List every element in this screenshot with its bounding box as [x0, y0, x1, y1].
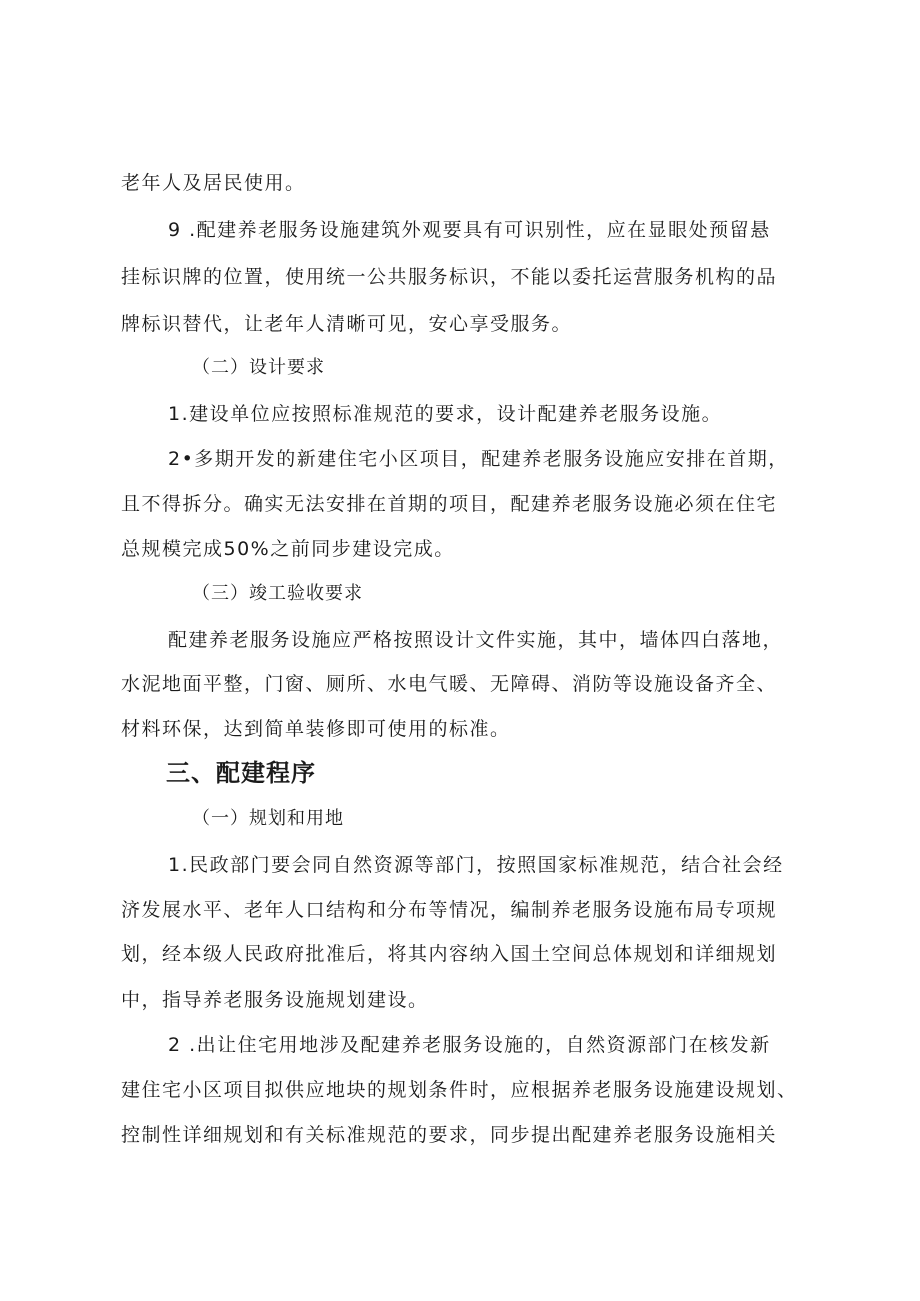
- text-line: 9 .配建养老服务设施建筑外观要具有可识别性，应在显眼处预留悬: [168, 219, 771, 241]
- text-line: 2 .出让住宅用地涉及配建养老服务设施的，自然资源部门在核发新: [168, 1034, 771, 1056]
- text-line: 牌标识替代，让老年人清晰可见，安心享受服务。: [121, 313, 573, 335]
- text-line: 材料环保，达到简单装修即可使用的标准。: [121, 718, 511, 740]
- text-line: 控制性详细规划和有关标准规范的要求，同步提出配建养老服务设施相关: [121, 1124, 778, 1146]
- text-line: 划，经本级人民政府批准后，将其内容纳入国土空间总体规划和详细规划: [121, 943, 778, 965]
- text-line: 建住宅小区项目拟供应地块的规划条件时，应根据养老服务设施建设规划、: [121, 1079, 798, 1101]
- text-line: 且不得拆分。确实无法安排在首期的项目，配建养老服务设施必须在住宅: [121, 493, 778, 515]
- text-line: 济发展水平、老年人口结构和分布等情况，编制养老服务设施布局专项规: [121, 899, 778, 921]
- text-line: 配建养老服务设施应严格按照设计文件实施，其中，墙体四白落地，: [168, 629, 784, 651]
- subsection-heading: （一）规划和用地: [192, 808, 344, 829]
- text-line: 挂标识牌的位置，使用统一公共服务标识，不能以委托运营服务机构的品: [121, 266, 778, 288]
- text-line: 1.民政部门要会同自然资源等部门，按照国家标准规范，结合社会经: [168, 854, 784, 876]
- text-line: 总规模完成50%之前同步建设完成。: [121, 538, 455, 560]
- subsection-heading: （三）竣工验收要求: [192, 583, 363, 604]
- text-line: 水泥地面平整，门窗、厕所、水电气暖、无障碍、消防等设施设备齐全、: [121, 673, 778, 695]
- text-line: 2•多期开发的新建住宅小区项目，配建养老服务设施应安排在首期，: [168, 448, 789, 470]
- text-line: 老年人及居民使用。: [121, 172, 306, 194]
- text-line: 中，指导养老服务设施规划建设。: [121, 989, 429, 1011]
- subsection-heading: （二）设计要求: [192, 357, 325, 378]
- section-heading: 三、配建程序: [166, 759, 316, 787]
- text-line: 1.建设单位应按照标准规范的要求，设计配建养老服务设施。: [168, 403, 723, 425]
